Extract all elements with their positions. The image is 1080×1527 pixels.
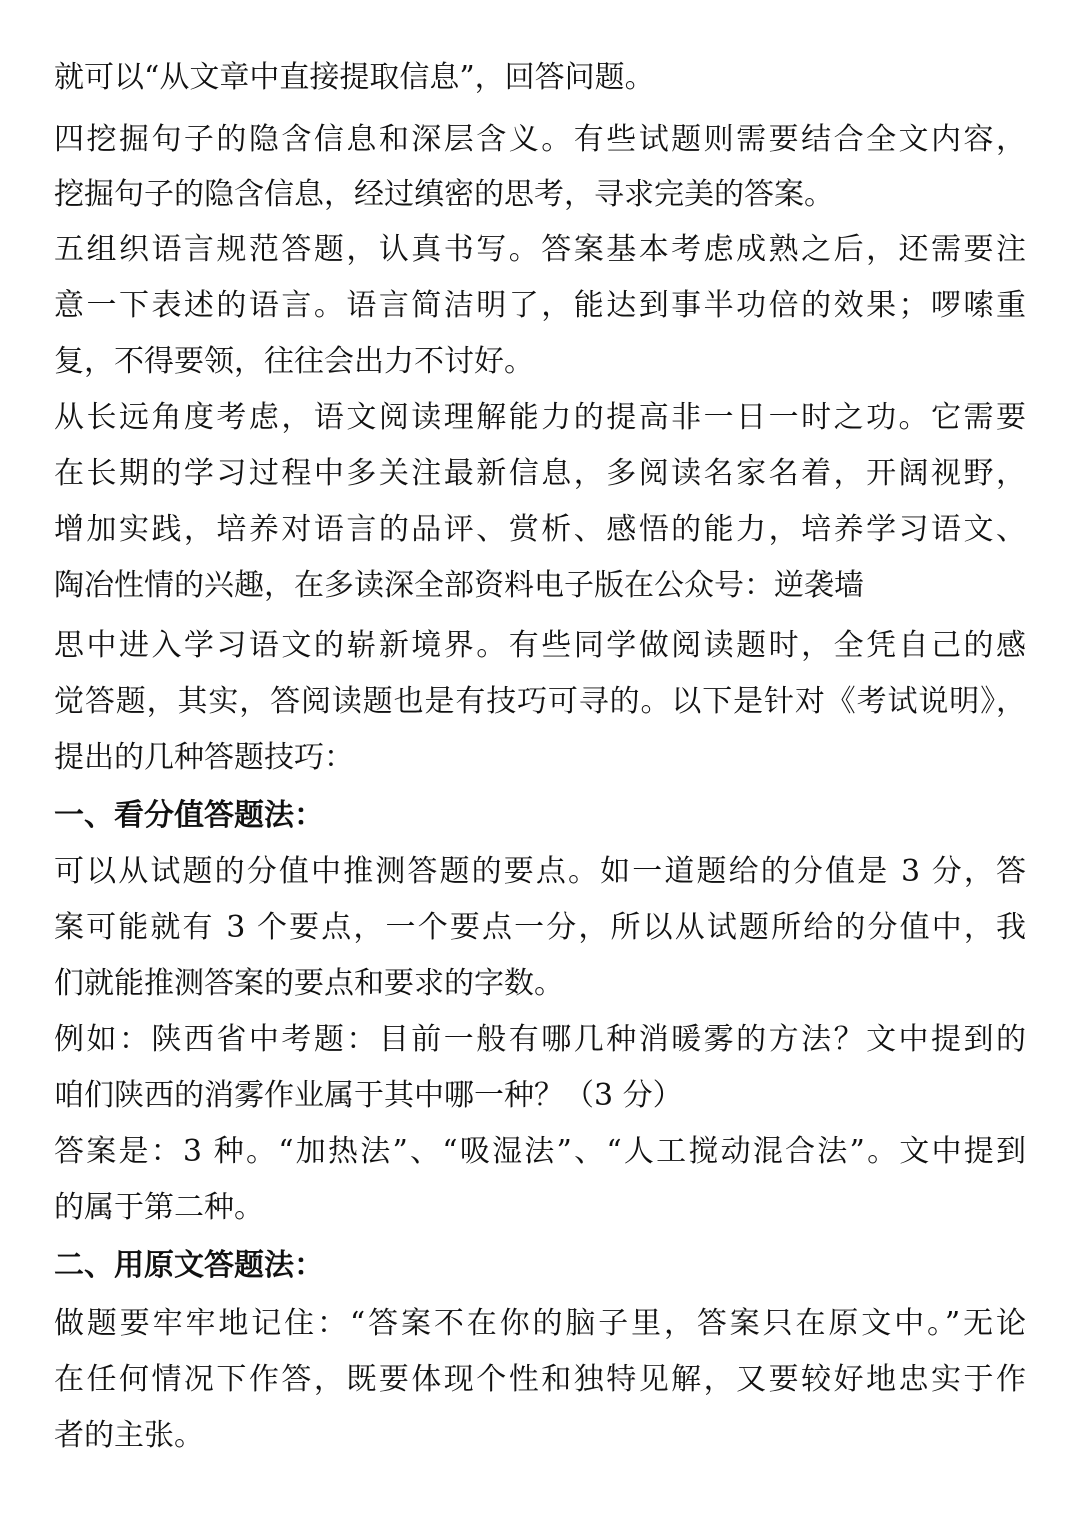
text-line: 答案是：3 种。“加热法”、“吸湿法”、“人工搅动混合法”。文中提到 [54, 1134, 1026, 1169]
text-line: 案可能就有 3 个要点，一个要点一分，所以从试题所给的分值中，我 [54, 910, 1026, 945]
text-line: 从长远角度考虑，语文阅读理解能力的提高非一日一时之功。它需要 [54, 400, 1026, 435]
text-line: 做题要牢牢地记住：“答案不在你的脑子里，答案只在原文中。”无论 [54, 1306, 1026, 1341]
text-line: 提出的几种答题技巧： [54, 740, 354, 775]
text-line: 思中进入学习语文的崭新境界。有些同学做阅读题时，全凭自己的感 [54, 628, 1026, 663]
text-line: 的属于第二种。 [54, 1190, 264, 1225]
text-line: 意一下表述的语言。语言简洁明了，能达到事半功倍的效果；啰嗦重 [54, 288, 1026, 323]
text-line: 挖掘句子的隐含信息，经过缜密的思考，寻求完美的答案。 [54, 177, 834, 212]
text-line: 咱们陕西的消雾作业属于其中哪一种？（3 分） [54, 1078, 683, 1113]
text-line: 可以从试题的分值中推测答题的要点。如一道题给的分值是 3 分，答 [54, 854, 1026, 889]
text-line: 觉答题，其实，答阅读题也是有技巧可寻的。以下是针对《考试说明》， [54, 684, 1026, 719]
text-line: 们就能推测答案的要点和要求的字数。 [54, 966, 564, 1001]
text-line: 四挖掘句子的隐含信息和深层含义。有些试题则需要结合全文内容， [54, 122, 1026, 157]
text-line: 在长期的学习过程中多关注最新信息，多阅读名家名着，开阔视野， [54, 456, 1026, 491]
text-line: 就可以“从文章中直接提取信息”，回答问题。 [54, 60, 655, 95]
text-line: 复，不得要领，往往会出力不讨好。 [54, 344, 534, 379]
text-line: 陶冶性情的兴趣，在多读深全部资料电子版在公众号：逆袭墙 [54, 568, 864, 603]
text-line: 在任何情况下作答，既要体现个性和独特见解，又要较好地忠实于作 [54, 1362, 1026, 1397]
text-line: 者的主张。 [54, 1418, 204, 1453]
text-line: 例如：陕西省中考题：目前一般有哪几种消暖雾的方法？文中提到的 [54, 1022, 1026, 1057]
text-line: 增加实践，培养对语言的品评、赏析、感悟的能力，培养学习语文、 [54, 512, 1026, 547]
text-line: 五组织语言规范答题，认真书写。答案基本考虑成熟之后，还需要注 [54, 232, 1026, 267]
section-heading: 一、看分值答题法： [54, 798, 324, 833]
section-heading: 二、用原文答题法： [54, 1248, 324, 1283]
